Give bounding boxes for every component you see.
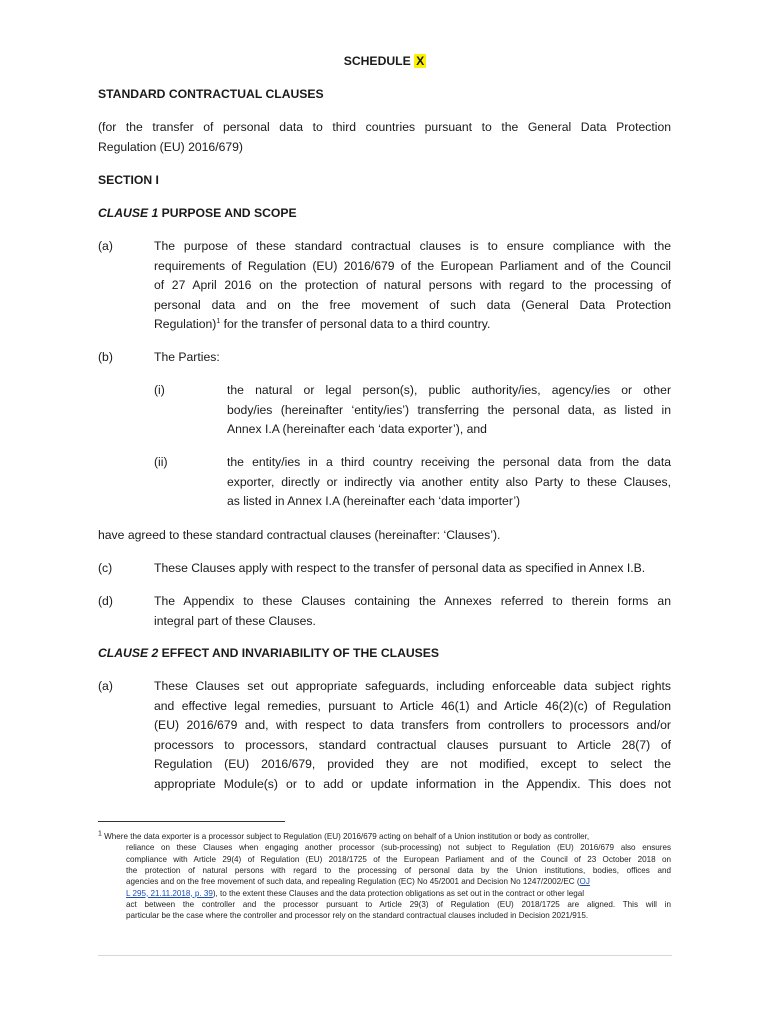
footnote-line: particular be the case where the controller and processor rely on the standard contractual clauses included in Decision 2021/915. [126, 911, 589, 921]
footnote-mark: 1 [98, 830, 102, 838]
clause-2-heading [98, 644, 439, 664]
para-b-i-line: Annex I.A (hereinafter each ‘data exporter’), and [227, 422, 487, 437]
para-b-ii-label: (ii) [154, 455, 168, 469]
para-a-line: of 27 April 2016 on the protection of natural persons with regard to the processing of [154, 278, 671, 293]
para-b-text: The Parties: [154, 350, 220, 364]
para-b-ii-line: the entity/ies in a third country receiving the personal data from the data [227, 455, 671, 469]
page-bottom-divider [98, 955, 672, 956]
intro-line-2: Regulation (EU) 2016/679) [98, 139, 243, 154]
footnote-text: Where the data exporter is a processor subject to Regulation (EU) 2016/679 acting on behalf of a Union institution or body as controller, [104, 832, 590, 841]
para-a-label: (a) [98, 239, 113, 253]
para-a-line: personal data and on the free movement of such data (General Data Protection [154, 297, 671, 312]
footnote-line: reliance on these Clauses when engaging another processor (sub-processing) not subject to Regulation (EU) 2016/679 also ensures [126, 843, 671, 853]
clause-2-para-a-line: Regulation (EU) 2016/679, provided they are not modified, except to select the [154, 757, 671, 772]
para-c-text: These Clauses apply with respect to the transfer of personal data as specified in Annex I.B. [154, 561, 646, 575]
clause-1-number: CLAUSE 1 [98, 206, 159, 220]
intro-line-1: (for the transfer of personal data to third countries pursuant to the General Data Protection [98, 120, 671, 134]
document-heading: STANDARD CONTRACTUAL CLAUSES [98, 87, 324, 101]
para-b-label: (b) [98, 350, 113, 364]
footnote-line [126, 876, 590, 887]
schedule-title [0, 52, 770, 70]
footnote-line-5-text: agencies and on the free movement of such data, and repealing Regulation (EC) No 45/2001 and Decision No 1247/2002/EC ( [126, 877, 580, 887]
clause-2-para-a-line: These Clauses set out appropriate safeguards, including enforceable data subject rights [154, 679, 671, 693]
clause-1-title: PURPOSE AND SCOPE [161, 206, 297, 220]
para-d-line: integral part of these Clauses. [154, 613, 316, 628]
footnote-line-1 [98, 831, 589, 842]
footnote-line [126, 888, 584, 899]
para-b-i-line: the natural or legal person(s), public authority/ies, agency/ies or other [227, 383, 671, 397]
footnote-line: the protection of natural persons with regard to the processing of personal data by the Union institutions, bodies, offices and [126, 865, 671, 875]
para-a-line: The purpose of these standard contractual clauses is to ensure compliance with the [154, 239, 671, 253]
para-b-ii-line: as listed in Annex I.A (hereinafter each ‘data importer’) [227, 494, 521, 509]
schedule-prefix: SCHEDULE [343, 54, 411, 68]
clause-2-para-a-line: (EU) 2016/679 and, with respect to data transfers from controllers to processors and/or [154, 718, 671, 733]
footnote-line-6-text: ), to the extent these Clauses and the data protection obligations as set out in the contract or other legal [212, 888, 585, 898]
para-a-last-post: for the transfer of personal data to a third country. [220, 317, 491, 332]
para-c-label: (c) [98, 561, 113, 575]
footnote-line: act between the controller and the processor pursuant to Article 29(3) of Regulation (EU) 2018/1725 are aligned. This will in [126, 899, 671, 909]
para-a-line: requirements of Regulation (EU) 2016/679 of the European Parliament and of the Council [154, 258, 671, 273]
agreed-statement: have agreed to these standard contractual clauses (hereinafter: ‘Clauses’). [98, 528, 501, 542]
clause-1-heading [98, 204, 297, 224]
footnote-separator [98, 821, 285, 822]
schedule-letter-highlight: X [416, 54, 425, 68]
para-b-i-line: body/ies (hereinafter ‘entity/ies’) transferring the personal data, as listed in [227, 402, 671, 417]
para-b-i-label: (i) [154, 383, 165, 397]
clause-2-title: EFFECT AND INVARIABILITY OF THE CLAUSES [161, 646, 440, 660]
para-d-line: The Appendix to these Clauses containing the Annexes referred to therein forms an [154, 594, 671, 608]
para-a-last-pre: Regulation) [154, 317, 217, 332]
clause-2-para-a-line: appropriate Module(s) or to add or update information in the Appendix. This does not [154, 777, 671, 791]
para-a-last-line [154, 315, 490, 335]
para-b-ii-line: exporter, directly or indirectly via another entity also Party to these Clauses, [227, 474, 671, 489]
footnote-oj-link[interactable]: OJ [579, 877, 590, 887]
clause-2-para-a-line: processors to processors, standard contractual clauses pursuant to Article 28(7) of [154, 737, 671, 752]
clause-2-para-a-label: (a) [98, 679, 113, 693]
footnote-line: compliance with Article 29(4) of Regulation (EU) 2018/1725 of the European Parliament and of the Council of 23 October 2018 on [126, 854, 671, 864]
para-d-label: (d) [98, 594, 113, 608]
footnote-ref-1[interactable]: 1 [216, 318, 221, 326]
footnote-oj-reference-link[interactable]: L 295, 21.11.2018, p. 39 [126, 888, 213, 898]
clause-2-number: CLAUSE 2 [98, 646, 159, 660]
section-heading: SECTION I [98, 173, 159, 187]
clause-2-para-a-line: and effective legal remedies, pursuant to Article 46(1) and Article 46(2)(c) of Regulation [154, 698, 671, 713]
